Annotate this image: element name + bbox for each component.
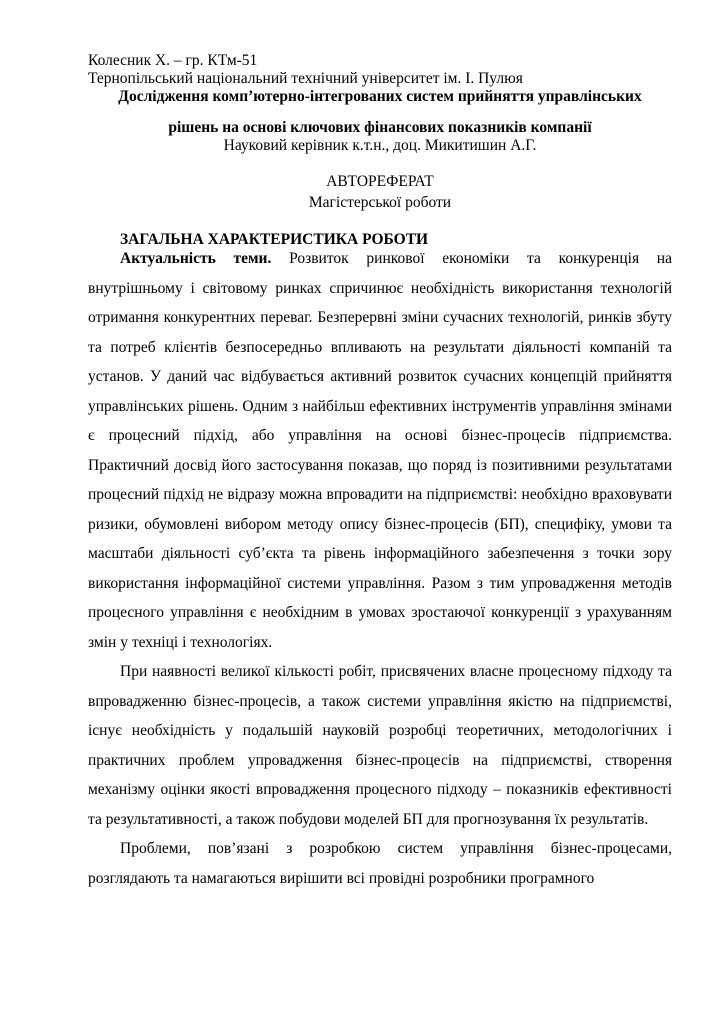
doc-type-sub: Магістерської роботи [308,194,452,211]
relevance-lead: Актуальність теми. [120,250,272,267]
paragraph-relevance [88,244,672,657]
relevance-text: Розвиток ринкової економіки та конкуренція на внутрішньому і світовому ринках спричинює необхідність використання технологій отримання конкурентних переваг. Безперервні зміни сучасних технологій, ринків збуту та потреб клієнтів безпосередньо впливають на результати діяльності компаній та установ. У даний час відбувається активний розвиток сучасних концепцій прийняття управлінських рішень. Одним з найбільш ефективних інструментів управління змінами є процесний підхід, або управління на основі бізнес-процесів підприємства. Практичний досвід його застосування показав, що поряд із позитивними результатами процесний підхід не відразу можна впровадити на підприємстві: необхідно враховувати ризики, обумовлені вибором методу опису бізнес-процесів (БП), специфіку, умови та масштаби діяльності суб’єкта та рівень інформаційного забезпечення з точки зору використання інформаційної системи управління. Разом з тим упровадження методів процесного управління є необхідним в умовах зростаючої конкуренції з урахуванням змін у техніці і технологіях. [88,250,672,651]
supervisor-line: Науковий керівник к.т.н., доц. Микитишин А.Г. [223,137,537,154]
author-line: Колесник Х. – гр. КТм-51 [88,52,258,69]
university-line: Тернопільський національний технічний університет ім. І. Пулюя [88,70,523,87]
title-line-2: рішень на основі ключових фінансових показників компанії [168,119,592,136]
section-heading: ЗАГАЛЬНА ХАРАКТЕРИСТИКА РОБОТИ [120,231,429,248]
document-page [88,52,672,893]
title-line-1: Дослідження комп’ютерно-інтегрованих систем прийняття управлінських [118,88,642,105]
paragraph-3: Проблеми, пов’язані з розробкою систем управління бізнес-процесами, розглядають та намагаються вирішити всі провідні розробники програмного [88,840,672,887]
paragraph-2: При наявності великої кількості робіт, присвячених власне процесному підходу та впровадженню бізнес-процесів, а також системи управління якістю на підприємстві, існує необхідність у подальшій науковій розробці теоретичних, методологічних і практичних проблем упровадження бізнес-процесів на підприємстві, створення механізму оцінки якості впровадження процесного підходу – показників ефективності та результативності, а також побудови моделей БП для прогнозування їх результатів. [88,663,672,828]
doc-type-label: АВТОРЕФЕРАТ [326,173,434,190]
